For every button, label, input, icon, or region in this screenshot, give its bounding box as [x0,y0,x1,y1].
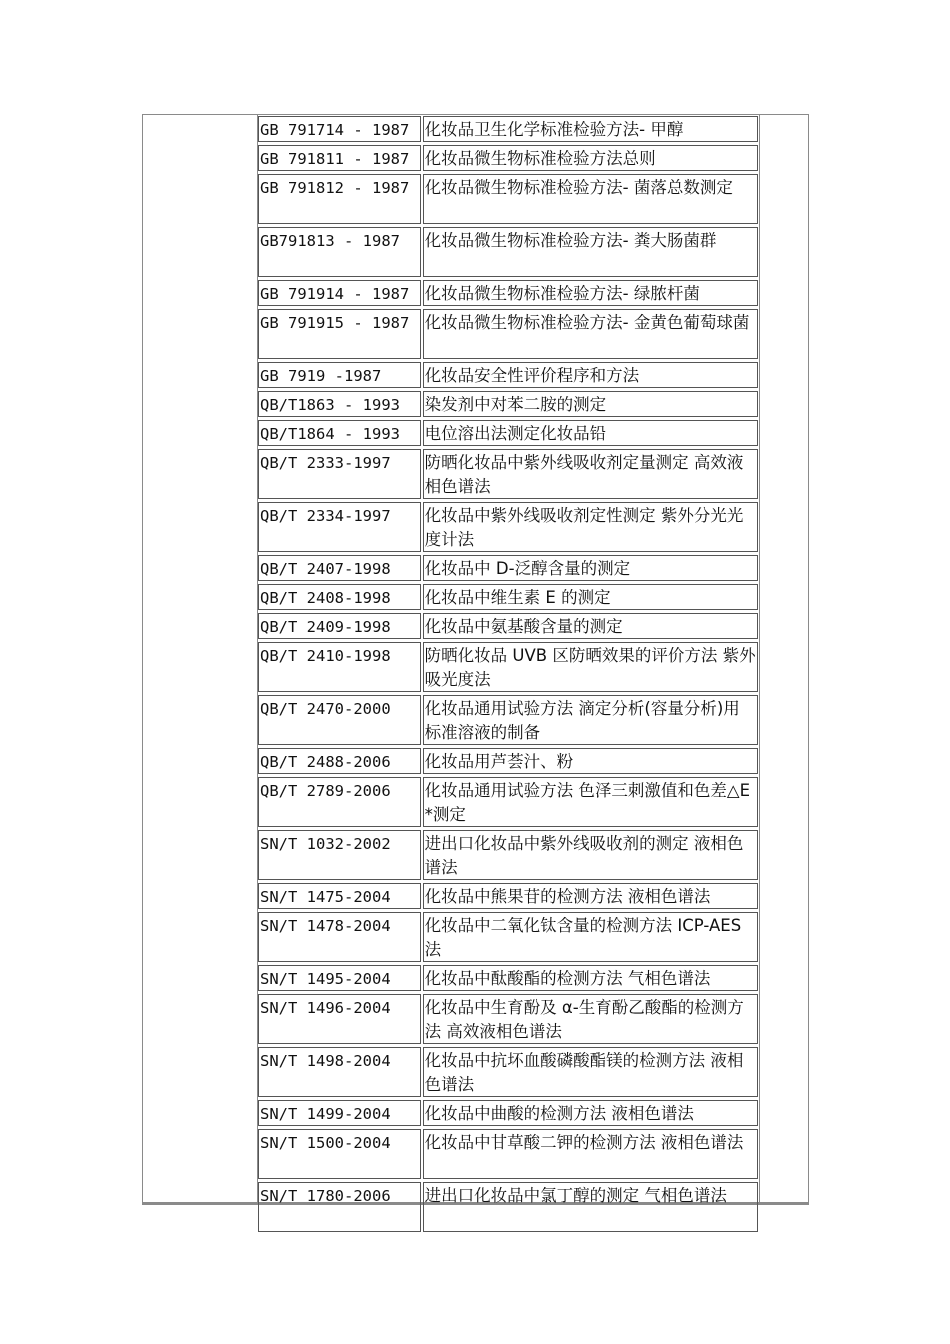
standard-code: QB/T1864 - 1993 [258,420,421,446]
standard-code: GB 791914 - 1987 [258,280,421,306]
table-row [258,748,758,774]
standard-code: SN/T 1500-2004 [258,1129,421,1179]
standard-name: 化妆品微生物标准检验方法- 金黄色葡萄球菌 [423,309,758,359]
standard-name: 化妆品中生育酚及 α-生育酚乙酸酯的检测方法 高效液相色谱法 [423,994,758,1044]
standard-code: GB 791915 - 1987 [258,309,421,359]
standard-code: QB/T 2408-1998 [258,584,421,610]
table-row [258,830,758,880]
standard-name: 化妆品中氨基酸含量的测定 [423,613,758,639]
standard-code: SN/T 1498-2004 [258,1047,421,1097]
standard-code: SN/T 1495-2004 [258,965,421,991]
standard-code: GB 791811 - 1987 [258,145,421,171]
table-row [258,449,758,499]
standard-name: 化妆品中维生素 E 的测定 [423,584,758,610]
standard-name: 化妆品微生物标准检验方法- 绿脓杆菌 [423,280,758,306]
standard-name: 化妆品微生物标准检验方法- 菌落总数测定 [423,174,758,224]
standard-name: 化妆品中 D-泛醇含量的测定 [423,555,758,581]
standard-name: 化妆品用芦荟汁、粉 [423,748,758,774]
standard-code: SN/T 1478-2004 [258,912,421,962]
standard-code: QB/T 2407-1998 [258,555,421,581]
standard-code: SN/T 1499-2004 [258,1100,421,1126]
standard-name: 化妆品中熊果苷的检测方法 液相色谱法 [423,883,758,909]
table-row [258,227,758,277]
table-row [258,116,758,142]
table-row [258,555,758,581]
table-row [258,1047,758,1097]
table-row [258,1100,758,1126]
standard-code: GB 791714 - 1987 [258,116,421,142]
standard-name: 进出口化妆品中氯丁醇的测定 气相色谱法 [423,1182,758,1232]
standard-code: QB/T 2789-2006 [258,777,421,827]
standard-name: 化妆品中曲酸的检测方法 液相色谱法 [423,1100,758,1126]
table-row [258,613,758,639]
standard-code: GB 791812 - 1987 [258,174,421,224]
standard-name: 电位溶出法测定化妆品铅 [423,420,758,446]
left-empty-column [143,115,258,1202]
standard-name: 化妆品中二氧化钛含量的检测方法 ICP-AES 法 [423,912,758,962]
table-row [258,642,758,692]
standard-name: 防晒化妆品中紫外线吸收剂定量测定 高效液相色谱法 [423,449,758,499]
standard-name: 化妆品卫生化学标准检验方法- 甲醇 [423,116,758,142]
standard-code: GB791813 - 1987 [258,227,421,277]
standard-name: 化妆品中紫外线吸收剂定性测定 紫外分光光度计法 [423,502,758,552]
standard-code: SN/T 1475-2004 [258,883,421,909]
standard-code: QB/T1863 - 1993 [258,391,421,417]
table-row [258,777,758,827]
standard-code: GB 7919 -1987 [258,362,421,388]
standard-name: 染发剂中对苯二胺的测定 [423,391,758,417]
outer-table [142,114,809,1205]
table-row [258,965,758,991]
standard-code: SN/T 1496-2004 [258,994,421,1044]
standard-name: 化妆品微生物标准检验方法- 粪大肠菌群 [423,227,758,277]
standard-name: 化妆品通用试验方法 滴定分析(容量分析)用标准溶液的制备 [423,695,758,745]
standard-name: 化妆品安全性评价程序和方法 [423,362,758,388]
standard-name: 进出口化妆品中紫外线吸收剂的测定 液相色谱法 [423,830,758,880]
standard-name: 化妆品中酞酸酯的检测方法 气相色谱法 [423,965,758,991]
standard-name: 化妆品通用试验方法 色泽三刺激值和色差△E*测定 [423,777,758,827]
standard-name: 化妆品中甘草酸二钾的检测方法 液相色谱法 [423,1129,758,1179]
standard-code: QB/T 2470-2000 [258,695,421,745]
standard-name: 防晒化妆品 UVB 区防晒效果的评价方法 紫外吸光度法 [423,642,758,692]
table-row [258,1182,758,1232]
table-row [258,584,758,610]
table-row [258,502,758,552]
standard-name: 化妆品微生物标准检验方法总则 [423,145,758,171]
standard-code: QB/T 2334-1997 [258,502,421,552]
right-empty-column [759,115,809,1202]
standard-code: SN/T 1032-2002 [258,830,421,880]
table-row [258,912,758,962]
table-row [258,309,758,359]
table-row [258,280,758,306]
table-row [258,362,758,388]
table-row [258,420,758,446]
standard-code: QB/T 2410-1998 [258,642,421,692]
table-row [258,994,758,1044]
standard-code: QB/T 2409-1998 [258,613,421,639]
standard-name: 化妆品中抗坏血酸磷酸酯镁的检测方法 液相色谱法 [423,1047,758,1097]
table-row [258,1129,758,1179]
table-row [258,391,758,417]
table-row [258,695,758,745]
standards-table [258,116,758,1235]
table-row [258,883,758,909]
standard-code: QB/T 2488-2006 [258,748,421,774]
table-row [258,145,758,171]
table-row [258,174,758,224]
standard-code: QB/T 2333-1997 [258,449,421,499]
standard-code: SN/T 1780-2006 [258,1182,421,1232]
